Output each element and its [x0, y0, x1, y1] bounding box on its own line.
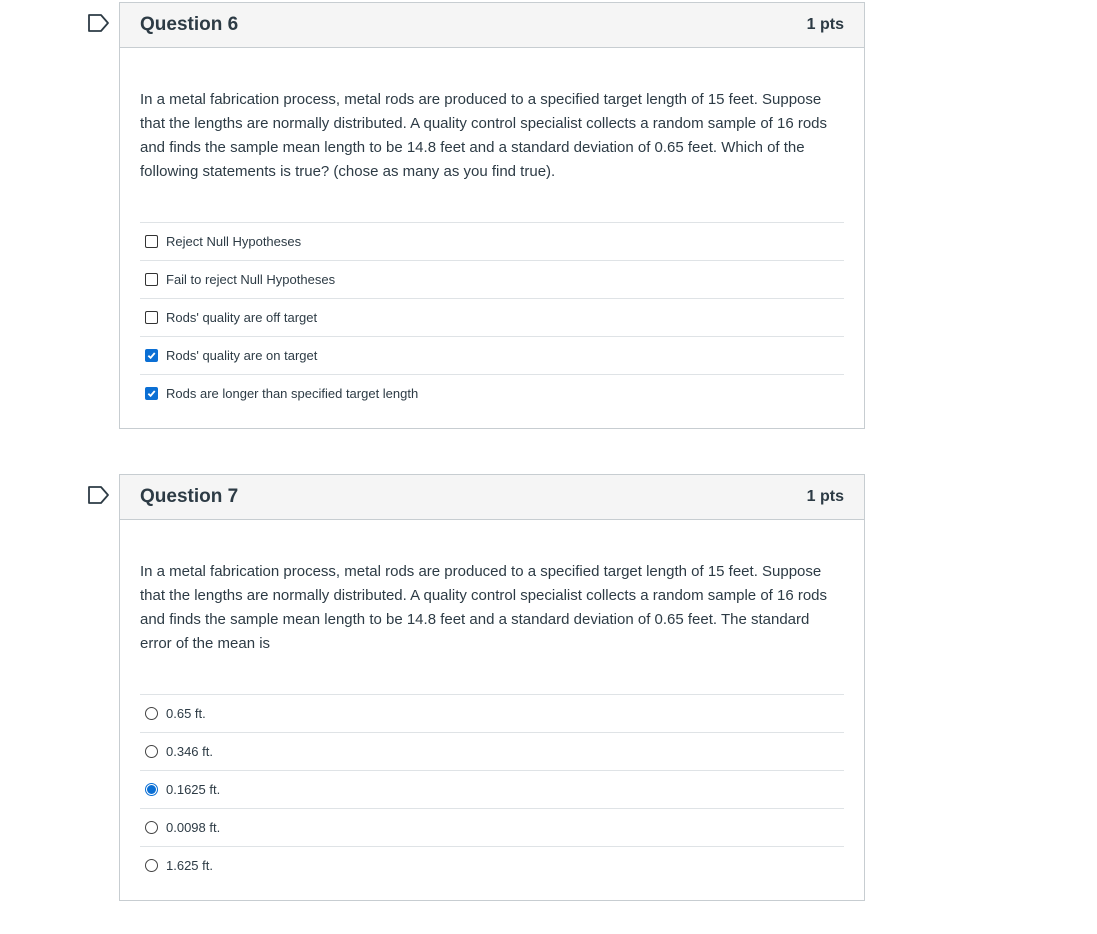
question-title: Question 6 — [140, 14, 239, 35]
question-header — [120, 3, 864, 48]
answer-option[interactable] — [140, 223, 844, 261]
question-6 — [119, 2, 865, 429]
answer-label: Rods' quality are off target — [166, 310, 318, 325]
answer-list — [140, 222, 844, 412]
answer-option[interactable] — [140, 261, 844, 299]
radio-button[interactable] — [145, 745, 158, 758]
answer-option[interactable] — [140, 809, 844, 847]
radio-button-selected[interactable] — [145, 783, 158, 796]
answer-label: 0.0098 ft. — [166, 820, 221, 835]
checkbox[interactable] — [145, 235, 158, 248]
answer-label: 0.65 ft. — [166, 706, 206, 721]
question-header — [120, 475, 864, 520]
answer-label: Fail to reject Null Hypotheses — [166, 272, 336, 287]
answer-list — [140, 694, 844, 884]
checkmark-icon — [147, 351, 156, 360]
question-body — [120, 520, 864, 900]
answer-option[interactable] — [140, 847, 844, 884]
radio-button[interactable] — [145, 859, 158, 872]
answer-label: Rods' quality are on target — [166, 348, 318, 363]
question-body — [120, 48, 864, 428]
answer-option[interactable] — [140, 299, 844, 337]
question-text: In a metal fabrication process, metal rods are produced to a specified target length of 15 feet. Suppose that the lengths are normally distributed. A quality control specialist collects a random sample of 16 rods and finds the sample mean length to be 14.8 feet and a standard deviation of 0.65 feet. Which of the following statements is true? (chose as many as you find true). — [140, 91, 828, 180]
question-7 — [119, 474, 865, 901]
question-text: In a metal fabrication process, metal rods are produced to a specified target length of 15 feet. Suppose that the lengths are normally distributed. A quality control specialist collects a random sample of 16 rods and finds the sample mean length to be 14.8 feet and a standard deviation of 0.65 feet. The standard error of the mean is — [140, 563, 828, 652]
checkbox[interactable] — [145, 273, 158, 286]
answer-option[interactable] — [140, 337, 844, 375]
flag-question-6-icon[interactable] — [88, 14, 110, 32]
answer-label: 0.1625 ft. — [166, 782, 221, 797]
answer-option[interactable] — [140, 733, 844, 771]
checkbox-checked[interactable] — [145, 349, 158, 362]
answer-option[interactable] — [140, 695, 844, 733]
question-points: 1 pts — [806, 488, 844, 505]
flag-question-7-icon[interactable] — [88, 486, 110, 504]
radio-button[interactable] — [145, 707, 158, 720]
checkbox[interactable] — [145, 311, 158, 324]
answer-option[interactable] — [140, 375, 844, 412]
answer-label: Rods are longer than specified target length — [166, 386, 419, 401]
answer-label: Reject Null Hypotheses — [166, 234, 302, 249]
answer-label: 0.346 ft. — [166, 744, 213, 759]
checkbox-checked[interactable] — [145, 387, 158, 400]
answer-label: 1.625 ft. — [166, 858, 213, 873]
answer-option[interactable] — [140, 771, 844, 809]
checkmark-icon — [147, 389, 156, 398]
question-points: 1 pts — [806, 16, 844, 33]
radio-button[interactable] — [145, 821, 158, 834]
question-title: Question 7 — [140, 486, 239, 507]
